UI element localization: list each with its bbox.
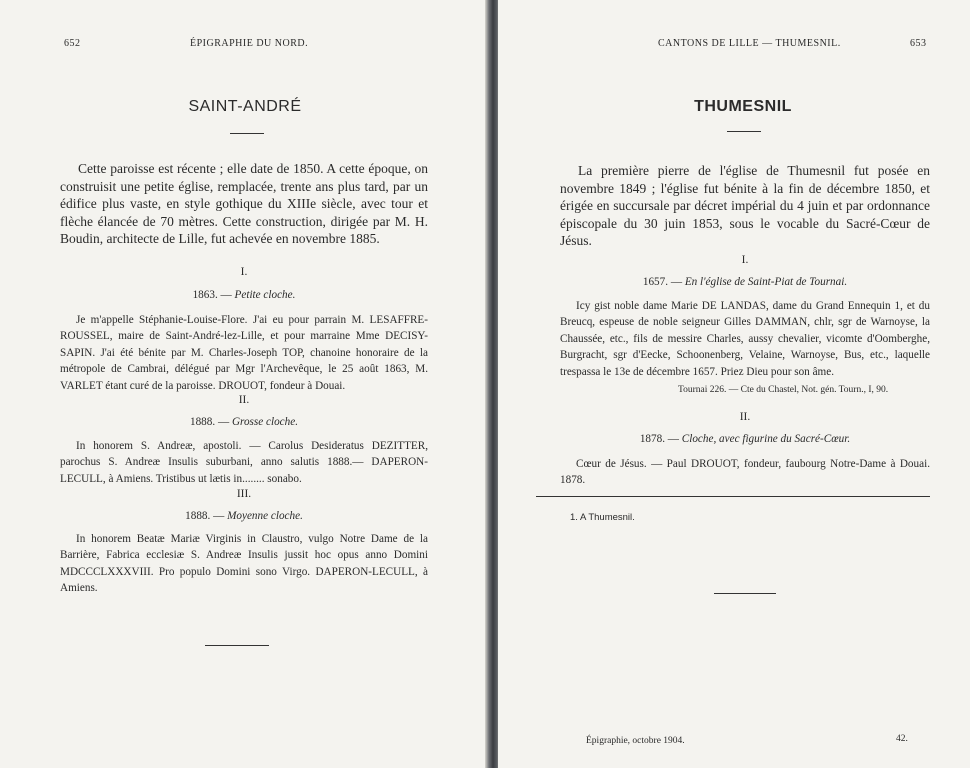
bell-numeral: II. — [238, 394, 250, 406]
bell-caption — [560, 433, 930, 445]
bell-name: Cloche, avec figurine du Sacré-Cœur. — [681, 433, 851, 445]
bell-inscription: In honorem S. Andreæ, apostoli. — Carolus Desideratus DEZITTER, parochus S. Andreæ Insulis suburbani, anno salutis 1888.— DAPERON-LECULL, à Amiens. Tristibus ut lætis in........ sonabo. — [60, 440, 428, 485]
bell-dash: — — [220, 289, 232, 301]
bell-year: 1863. — [192, 289, 218, 301]
footer-issue: Épigraphie, octobre 1904. — [586, 736, 685, 746]
left-title: SAINT-ANDRÉ — [188, 98, 302, 115]
right-title-rule — [727, 131, 761, 132]
bell-reference: Tournai 226. — Cte du Chastel, Not. gén. Tourn., I, 90. — [678, 385, 889, 395]
left-page-number: 652 — [64, 38, 81, 49]
bell-caption — [60, 510, 428, 522]
bell-year: 1888. — [185, 510, 211, 522]
bell-numeral: I. — [240, 266, 248, 278]
bell-name: Petite cloche. — [234, 289, 296, 301]
bell-dash: — — [213, 510, 225, 522]
footnote: 1. A Thumesnil. — [570, 512, 635, 523]
bell-inscription: Je m'appelle Stéphanie-Louise-Flore. J'ai eu pour parrain M. LESAFFRE-ROUSSEL, maire de Saint-André-lez-Lille, et pour marraine Mme DECISY-SAPIN. J'ai été bénite par M. Charles-Joseph TOP, chanoine honoraire de la métropole de Cambrai, délégué par Mgr l'Archevêque, le 25 août 1863, M. VARLET étant curé de la paroisse. DROUOT, fondeur à Douai. — [60, 314, 428, 392]
right-page — [498, 0, 970, 768]
left-running-head: ÉPIGRAPHIE DU NORD. — [190, 38, 309, 49]
footer-signature: 42. — [896, 734, 908, 744]
left-intro: Cette paroisse est récente ; elle date de 1850. A cette époque, on construisit une petite église, remplacée, trente ans plus tard, par un édifice plus vaste, en style gothique du XIIIe siècle, avec tour et flèche élancée de 70 mètres. Cette construction, dirigée par M. H. Boudin, architecte de Lille, fut achevée en novembre 1885. — [60, 161, 428, 246]
bell-numeral: III. — [236, 488, 252, 500]
left-title-rule — [230, 133, 264, 134]
bell-caption — [560, 276, 930, 288]
bell-caption — [60, 289, 428, 301]
bell-year: 1888. — [189, 416, 216, 428]
right-page-number: 653 — [910, 38, 927, 49]
bell-dash: — — [667, 433, 679, 445]
bell-dash: — — [217, 416, 230, 428]
bell-caption — [60, 416, 428, 428]
right-running-head: CANTONS DE LILLE — THUMESNIL. — [658, 38, 841, 49]
bell-inscription: Icy gist noble dame Marie DE LANDAS, dame du Grand Ennequin 1, et du Breucq, espeuse de noble seigneur Gilles DAMMAN, chlr, sgr de Warnoyse, la Chaussée, etc., fils de messire Charles, aussy chevalier, vicomte d'Oomberghe, Burgracht, sgr d'Eecke, Schoonenberg, Velaine, Warnoyse, Bus, etc., laquelle trespassa le 13e de décembre 1657. Priez Dieu pour son âme. — [560, 300, 930, 378]
bell-name: Moyenne cloche. — [227, 510, 303, 522]
right-intro: La première pierre de l'église de Thumesnil fut posée en novembre 1849 ; l'église fut bénite à la fin de décembre 1850, et érigée en succursale par décret impérial du 4 juin et par ordonnance épiscopale du 30 juin 1853, sous le vocable du Sacré-Cœur de Jésus. — [560, 163, 930, 248]
left-end-rule — [205, 645, 269, 646]
bell-year: 1878. — [639, 433, 665, 445]
bell-numeral: I. — [741, 254, 749, 266]
bell-numeral: II. — [739, 411, 751, 423]
right-title: THUMESNIL — [694, 98, 792, 115]
footnote-rule — [536, 496, 930, 497]
bell-dash: — — [670, 276, 683, 288]
bell-name: Grosse cloche. — [231, 416, 299, 428]
bell-year: 1657. — [642, 276, 669, 288]
right-end-rule — [714, 593, 776, 594]
bell-name: En l'église de Saint-Piat de Tournai. — [684, 276, 848, 288]
bell-inscription: In honorem Beatæ Mariæ Virginis in Claustro, vulgo Notre Dame de la Barrière, Fabrica ecclesiæ S. Andreæ Insulis jussit hoc opus anno Domini MDCCCLXXXVIII. Pro populo Domini sono Virgo. DAPERON-LECULL, à Amiens. — [60, 533, 428, 595]
bell-inscription: Cœur de Jésus. — Paul DROUOT, fondeur, faubourg Notre-Dame à Douai. 1878. — [560, 458, 930, 487]
